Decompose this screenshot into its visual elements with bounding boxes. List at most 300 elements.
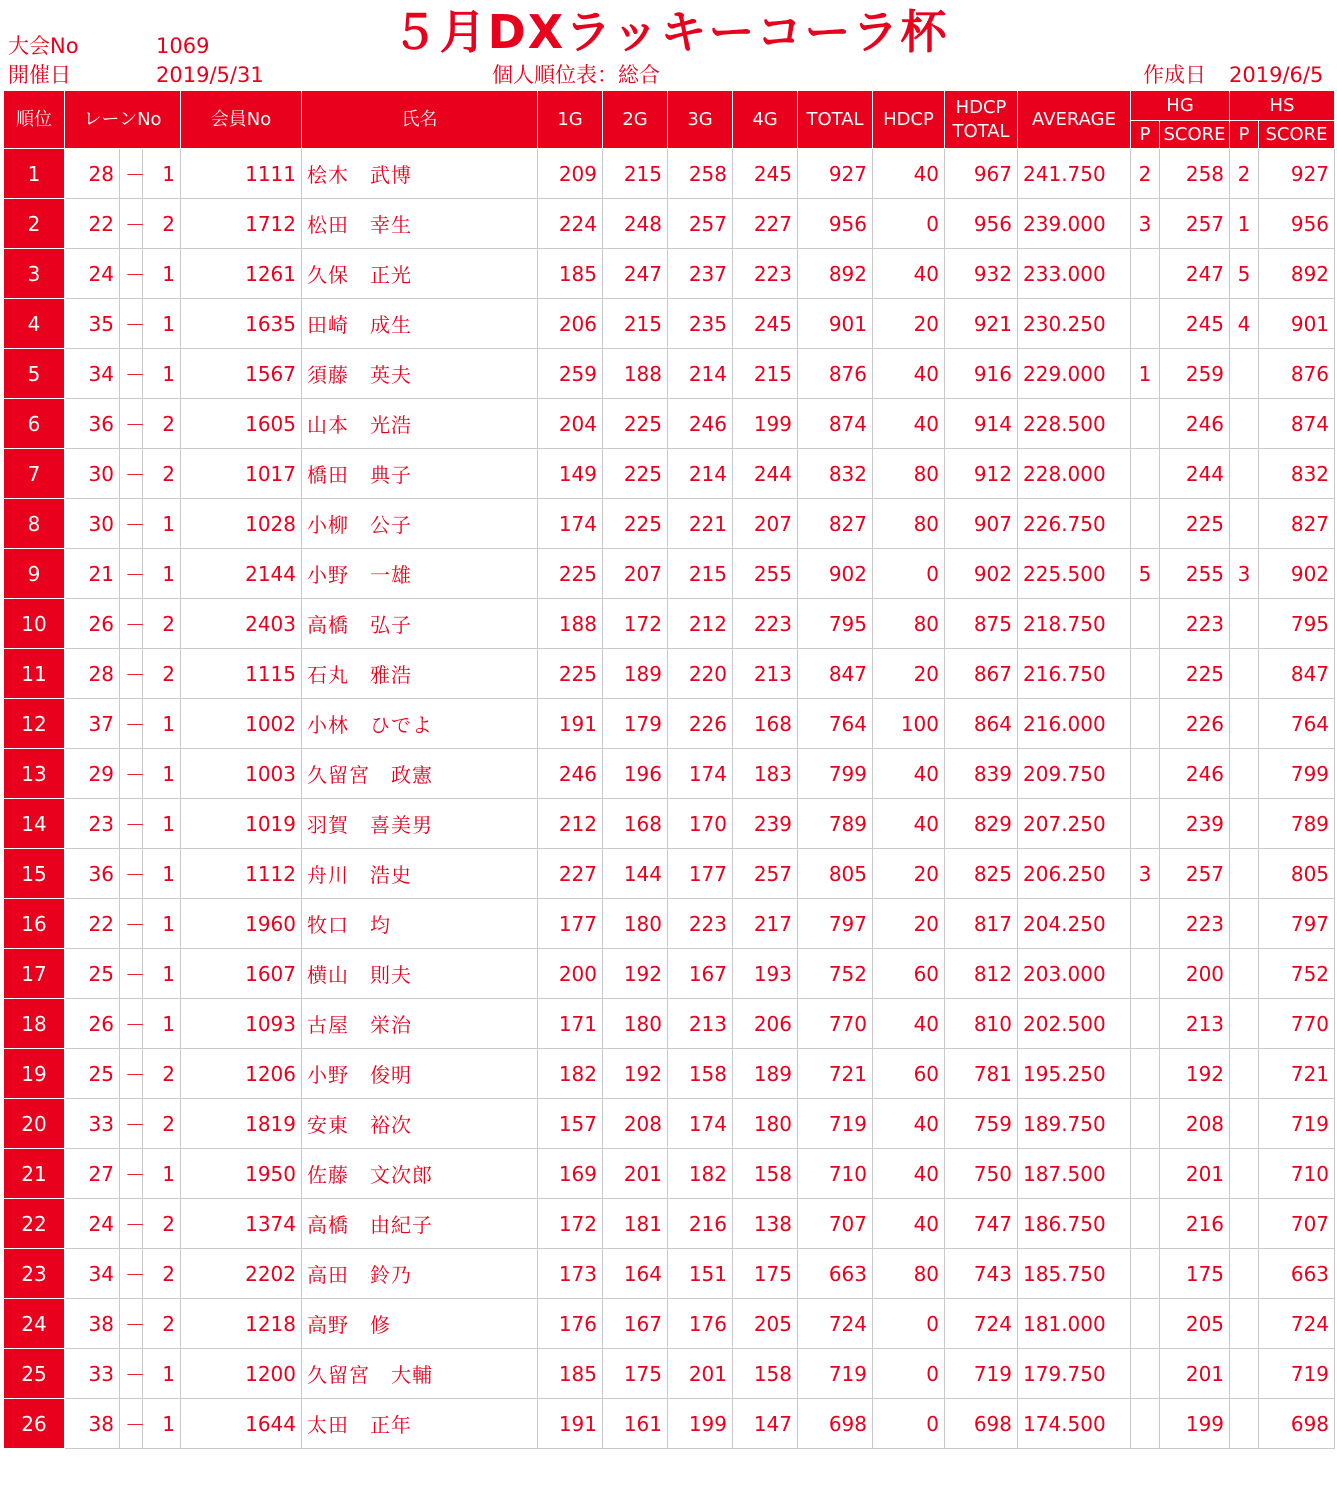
game-4-cell: 183 — [733, 749, 798, 799]
hdcp-cell: 80 — [873, 599, 945, 649]
total-cell: 795 — [798, 599, 873, 649]
hdcp-total-cell: 921 — [945, 299, 1018, 349]
game-2-cell: 181 — [603, 1199, 668, 1249]
hdcp-total-cell: 698 — [945, 1399, 1018, 1449]
average-cell: 203.000 — [1018, 949, 1131, 999]
hg-score-cell: 208 — [1160, 1099, 1230, 1149]
table-row — [4, 849, 1335, 899]
hs-score-cell: 663 — [1259, 1249, 1335, 1299]
table-row — [4, 1249, 1335, 1299]
created-date: 2019/6/5 — [1229, 63, 1324, 87]
game-3-cell: 215 — [668, 549, 733, 599]
col-lane: レーンNo — [65, 91, 181, 149]
rank-cell: 20 — [4, 1099, 65, 1149]
hg-score-cell: 225 — [1160, 499, 1230, 549]
lane-cell: 34 — [65, 1249, 120, 1299]
hs-p-cell — [1230, 849, 1259, 899]
game-4-cell: 245 — [733, 149, 798, 199]
hs-p-cell — [1230, 1399, 1259, 1449]
total-cell: 832 — [798, 449, 873, 499]
game-3-cell: 257 — [668, 199, 733, 249]
hs-p-cell: 1 — [1230, 199, 1259, 249]
lane-cell: 29 — [65, 749, 120, 799]
hdcp-total-cell: 916 — [945, 349, 1018, 399]
rank-cell: 18 — [4, 999, 65, 1049]
rank-cell: 25 — [4, 1349, 65, 1399]
col-hdcp: HDCP — [873, 91, 945, 149]
member-cell: 1115 — [181, 649, 302, 699]
table-row — [4, 949, 1335, 999]
hdcp-total-cell: 839 — [945, 749, 1018, 799]
col-game-2: 2G — [603, 91, 668, 149]
game-2-cell: 225 — [603, 499, 668, 549]
game-1-cell: 225 — [538, 649, 603, 699]
rank-cell: 7 — [4, 449, 65, 499]
total-cell: 827 — [798, 499, 873, 549]
game-1-cell: 209 — [538, 149, 603, 199]
average-cell: 239.000 — [1018, 199, 1131, 249]
hs-score-cell: 876 — [1259, 349, 1335, 399]
hs-p-cell: 3 — [1230, 549, 1259, 599]
total-cell: 663 — [798, 1249, 873, 1299]
game-2-cell: 189 — [603, 649, 668, 699]
game-2-cell: 172 — [603, 599, 668, 649]
table-row — [4, 899, 1335, 949]
name-cell: 高野 修 — [302, 1299, 538, 1349]
game-4-cell: 193 — [733, 949, 798, 999]
table-row — [4, 249, 1335, 299]
average-cell: 216.000 — [1018, 699, 1131, 749]
page-subtitle: 個人順位表：総合 — [492, 63, 660, 87]
hs-p-cell — [1230, 999, 1259, 1049]
game-1-cell: 185 — [538, 249, 603, 299]
hdcp-total-cell: 750 — [945, 1149, 1018, 1199]
total-cell: 797 — [798, 899, 873, 949]
average-cell: 216.750 — [1018, 649, 1131, 699]
table-row — [4, 1199, 1335, 1249]
name-cell: 山本 光浩 — [302, 399, 538, 449]
total-cell: 847 — [798, 649, 873, 699]
average-cell: 230.250 — [1018, 299, 1131, 349]
hg-score-cell: 244 — [1160, 449, 1230, 499]
game-4-cell: 180 — [733, 1099, 798, 1149]
hdcp-cell: 0 — [873, 199, 945, 249]
total-cell: 764 — [798, 699, 873, 749]
lane-cell: 25 — [65, 949, 120, 999]
hdcp-cell: 0 — [873, 549, 945, 599]
member-cell: 1950 — [181, 1149, 302, 1199]
lane-side-cell: 1 — [143, 149, 181, 199]
lane-side-cell: 1 — [143, 1349, 181, 1399]
average-cell: 204.250 — [1018, 899, 1131, 949]
hdcp-total-cell: 747 — [945, 1199, 1018, 1249]
game-2-cell: 179 — [603, 699, 668, 749]
hs-score-cell: 719 — [1259, 1349, 1335, 1399]
hg-p-cell — [1131, 449, 1160, 499]
hg-score-cell: 246 — [1160, 749, 1230, 799]
lane-side-cell: 2 — [143, 1049, 181, 1099]
lane-cell: 23 — [65, 799, 120, 849]
lane-side-cell: 2 — [143, 649, 181, 699]
game-4-cell: 206 — [733, 999, 798, 1049]
hdcp-total-cell: 719 — [945, 1349, 1018, 1399]
hdcp-total-cell: 956 — [945, 199, 1018, 249]
hs-score-cell: 805 — [1259, 849, 1335, 899]
hg-score-cell: 199 — [1160, 1399, 1230, 1449]
hg-p-cell — [1131, 1149, 1160, 1199]
rank-cell: 6 — [4, 399, 65, 449]
col-hdcp-total — [945, 91, 1018, 149]
total-cell: 707 — [798, 1199, 873, 1249]
hs-p-cell: 2 — [1230, 149, 1259, 199]
hs-p-cell: 4 — [1230, 299, 1259, 349]
average-cell: 228.500 — [1018, 399, 1131, 449]
hg-p-cell — [1131, 599, 1160, 649]
game-1-cell: 227 — [538, 849, 603, 899]
game-2-cell: 164 — [603, 1249, 668, 1299]
lane-side-cell: 1 — [143, 749, 181, 799]
game-1-cell: 177 — [538, 899, 603, 949]
game-4-cell: 158 — [733, 1149, 798, 1199]
game-3-cell: 214 — [668, 349, 733, 399]
game-1-cell: 176 — [538, 1299, 603, 1349]
game-1-cell: 185 — [538, 1349, 603, 1399]
rank-cell: 3 — [4, 249, 65, 299]
lane-side-cell: 2 — [143, 1199, 181, 1249]
hdcp-total-cell: 912 — [945, 449, 1018, 499]
game-2-cell: 192 — [603, 1049, 668, 1099]
game-4-cell: 205 — [733, 1299, 798, 1349]
table-row — [4, 599, 1335, 649]
hg-score-cell: 223 — [1160, 899, 1230, 949]
lane-cell: 34 — [65, 349, 120, 399]
hdcp-total-cell: 875 — [945, 599, 1018, 649]
game-3-cell: 151 — [668, 1249, 733, 1299]
event-date: 2019/5/31 — [156, 63, 264, 87]
game-4-cell: 223 — [733, 599, 798, 649]
lane-dash-cell: － — [120, 599, 143, 649]
col-member: 会員No — [181, 91, 302, 149]
hg-p-cell — [1131, 1399, 1160, 1449]
hg-score-cell: 245 — [1160, 299, 1230, 349]
total-cell: 770 — [798, 999, 873, 1049]
game-3-cell: 213 — [668, 999, 733, 1049]
ranking-rows — [4, 149, 1335, 1449]
hg-p-cell: 3 — [1131, 849, 1160, 899]
total-cell: 874 — [798, 399, 873, 449]
table-row — [4, 1299, 1335, 1349]
average-cell: 179.750 — [1018, 1349, 1131, 1399]
hs-p-cell — [1230, 899, 1259, 949]
name-cell: 小野 俊明 — [302, 1049, 538, 1099]
game-3-cell: 221 — [668, 499, 733, 549]
game-2-cell: 144 — [603, 849, 668, 899]
member-cell: 1712 — [181, 199, 302, 249]
game-4-cell: 215 — [733, 349, 798, 399]
game-3-cell: 174 — [668, 749, 733, 799]
lane-side-cell: 1 — [143, 699, 181, 749]
hdcp-cell: 80 — [873, 499, 945, 549]
member-cell: 1017 — [181, 449, 302, 499]
lane-side-cell: 1 — [143, 999, 181, 1049]
hs-p-cell — [1230, 1249, 1259, 1299]
member-cell: 1635 — [181, 299, 302, 349]
lane-dash-cell: － — [120, 699, 143, 749]
hg-score-cell: 192 — [1160, 1049, 1230, 1099]
game-3-cell: 235 — [668, 299, 733, 349]
table-row — [4, 549, 1335, 599]
rank-cell: 1 — [4, 149, 65, 199]
game-1-cell: 225 — [538, 549, 603, 599]
table-row — [4, 299, 1335, 349]
lane-dash-cell: － — [120, 1099, 143, 1149]
hs-p-cell — [1230, 349, 1259, 399]
hdcp-cell: 40 — [873, 1199, 945, 1249]
game-2-cell: 225 — [603, 399, 668, 449]
lane-dash-cell: － — [120, 1349, 143, 1399]
game-3-cell: 216 — [668, 1199, 733, 1249]
lane-cell: 21 — [65, 549, 120, 599]
hg-p-cell — [1131, 249, 1160, 299]
rank-cell: 16 — [4, 899, 65, 949]
lane-cell: 38 — [65, 1399, 120, 1449]
lane-dash-cell: － — [120, 899, 143, 949]
game-4-cell: 175 — [733, 1249, 798, 1299]
game-4-cell: 227 — [733, 199, 798, 249]
average-cell: 186.750 — [1018, 1199, 1131, 1249]
total-cell: 799 — [798, 749, 873, 799]
hg-p-cell — [1131, 399, 1160, 449]
hg-p-cell — [1131, 999, 1160, 1049]
hdcp-total-cell: 902 — [945, 549, 1018, 599]
rank-cell: 11 — [4, 649, 65, 699]
hs-p-cell — [1230, 499, 1259, 549]
average-cell: 233.000 — [1018, 249, 1131, 299]
name-cell: 横山 則夫 — [302, 949, 538, 999]
game-3-cell: 177 — [668, 849, 733, 899]
hg-p-cell — [1131, 1199, 1160, 1249]
member-cell: 1028 — [181, 499, 302, 549]
rank-cell: 22 — [4, 1199, 65, 1249]
hs-p-cell: 5 — [1230, 249, 1259, 299]
game-1-cell: 149 — [538, 449, 603, 499]
lane-side-cell: 1 — [143, 1399, 181, 1449]
game-1-cell: 171 — [538, 999, 603, 1049]
hg-p-cell — [1131, 1049, 1160, 1099]
member-cell: 1111 — [181, 149, 302, 199]
hg-p-cell — [1131, 699, 1160, 749]
hs-p-cell — [1230, 1199, 1259, 1249]
game-4-cell: 245 — [733, 299, 798, 349]
hs-p-cell — [1230, 949, 1259, 999]
hdcp-total-cell: 743 — [945, 1249, 1018, 1299]
col-game-1: 1G — [538, 91, 603, 149]
lane-dash-cell: － — [120, 649, 143, 699]
total-cell: 902 — [798, 549, 873, 599]
table-row — [4, 399, 1335, 449]
lane-side-cell: 1 — [143, 349, 181, 399]
lane-side-cell: 2 — [143, 1099, 181, 1149]
table-row — [4, 999, 1335, 1049]
game-4-cell: 199 — [733, 399, 798, 449]
game-3-cell: 220 — [668, 649, 733, 699]
lane-cell: 36 — [65, 849, 120, 899]
hdcp-total-cell: 724 — [945, 1299, 1018, 1349]
hdcp-total-cell: 759 — [945, 1099, 1018, 1149]
hs-score-cell: 927 — [1259, 149, 1335, 199]
lane-side-cell: 2 — [143, 199, 181, 249]
col-game-4: 4G — [733, 91, 798, 149]
hs-score-cell: 707 — [1259, 1199, 1335, 1249]
game-4-cell: 244 — [733, 449, 798, 499]
member-cell: 1605 — [181, 399, 302, 449]
game-4-cell: 168 — [733, 699, 798, 749]
total-cell: 724 — [798, 1299, 873, 1349]
name-cell: 久留宮 大輔 — [302, 1349, 538, 1399]
member-cell: 1206 — [181, 1049, 302, 1099]
average-cell: 241.750 — [1018, 149, 1131, 199]
average-cell: 225.500 — [1018, 549, 1131, 599]
rank-cell: 15 — [4, 849, 65, 899]
lane-dash-cell: － — [120, 149, 143, 199]
average-cell: 202.500 — [1018, 999, 1131, 1049]
lane-dash-cell: － — [120, 1149, 143, 1199]
hs-p-cell — [1230, 399, 1259, 449]
table-row — [4, 1349, 1335, 1399]
hs-p-cell — [1230, 1299, 1259, 1349]
game-1-cell: 259 — [538, 349, 603, 399]
game-1-cell: 200 — [538, 949, 603, 999]
hs-score-cell: 799 — [1259, 749, 1335, 799]
name-cell: 高田 鈴乃 — [302, 1249, 538, 1299]
name-cell: 小柳 公子 — [302, 499, 538, 549]
hs-score-cell: 724 — [1259, 1299, 1335, 1349]
total-cell: 927 — [798, 149, 873, 199]
lane-dash-cell: － — [120, 549, 143, 599]
hg-p-cell — [1131, 299, 1160, 349]
game-4-cell: 189 — [733, 1049, 798, 1099]
game-1-cell: 182 — [538, 1049, 603, 1099]
name-cell: 安東 裕次 — [302, 1099, 538, 1149]
event-date-label: 開催日 — [8, 63, 71, 87]
game-1-cell: 224 — [538, 199, 603, 249]
game-2-cell: 196 — [603, 749, 668, 799]
name-cell: 須藤 英夫 — [302, 349, 538, 399]
game-3-cell: 182 — [668, 1149, 733, 1199]
lane-side-cell: 2 — [143, 1249, 181, 1299]
hdcp-cell: 0 — [873, 1399, 945, 1449]
hg-p-cell — [1131, 949, 1160, 999]
game-4-cell: 207 — [733, 499, 798, 549]
game-1-cell: 246 — [538, 749, 603, 799]
name-cell: 牧口 均 — [302, 899, 538, 949]
hdcp-cell: 20 — [873, 299, 945, 349]
lane-side-cell: 1 — [143, 799, 181, 849]
hg-p-cell — [1131, 1099, 1160, 1149]
name-cell: 佐藤 文次郎 — [302, 1149, 538, 1199]
hdcp-total-cell: 932 — [945, 249, 1018, 299]
game-3-cell: 223 — [668, 899, 733, 949]
lane-side-cell: 1 — [143, 949, 181, 999]
hs-p-cell — [1230, 699, 1259, 749]
game-3-cell: 258 — [668, 149, 733, 199]
hg-p-cell — [1131, 799, 1160, 849]
hg-p-cell — [1131, 899, 1160, 949]
lane-dash-cell: － — [120, 399, 143, 449]
table-row — [4, 349, 1335, 399]
lane-cell: 28 — [65, 649, 120, 699]
lane-cell: 22 — [65, 199, 120, 249]
rank-cell: 17 — [4, 949, 65, 999]
game-2-cell: 161 — [603, 1399, 668, 1449]
hdcp-cell: 80 — [873, 1249, 945, 1299]
game-3-cell: 174 — [668, 1099, 733, 1149]
game-1-cell: 173 — [538, 1249, 603, 1299]
hdcp-cell: 20 — [873, 849, 945, 899]
table-row — [4, 699, 1335, 749]
total-cell: 789 — [798, 799, 873, 849]
hs-score-cell: 797 — [1259, 899, 1335, 949]
game-2-cell: 180 — [603, 899, 668, 949]
lane-cell: 24 — [65, 249, 120, 299]
hg-p-cell: 1 — [1131, 349, 1160, 399]
game-2-cell: 180 — [603, 999, 668, 1049]
name-cell: 高橋 由紀子 — [302, 1199, 538, 1249]
hdcp-cell: 20 — [873, 649, 945, 699]
game-4-cell: 138 — [733, 1199, 798, 1249]
game-2-cell: 168 — [603, 799, 668, 849]
game-4-cell: 147 — [733, 1399, 798, 1449]
hs-score-cell: 710 — [1259, 1149, 1335, 1199]
name-cell: 石丸 雅浩 — [302, 649, 538, 699]
col-name: 氏名 — [302, 91, 538, 149]
col-hg-p: P — [1131, 121, 1160, 149]
tournament-no-label: 大会No — [8, 34, 79, 58]
hdcp-total-cell: 864 — [945, 699, 1018, 749]
lane-dash-cell: － — [120, 1199, 143, 1249]
game-2-cell: 188 — [603, 349, 668, 399]
hs-p-cell — [1230, 449, 1259, 499]
lane-side-cell: 2 — [143, 399, 181, 449]
table-row — [4, 1399, 1335, 1449]
ranking-table — [3, 90, 1335, 1449]
hs-p-cell — [1230, 599, 1259, 649]
lane-dash-cell: － — [120, 249, 143, 299]
hs-score-cell: 892 — [1259, 249, 1335, 299]
hg-p-cell — [1131, 1349, 1160, 1399]
member-cell: 1261 — [181, 249, 302, 299]
hs-score-cell: 874 — [1259, 399, 1335, 449]
lane-dash-cell: － — [120, 1399, 143, 1449]
hg-score-cell: 223 — [1160, 599, 1230, 649]
average-cell: 228.000 — [1018, 449, 1131, 499]
lane-cell: 36 — [65, 399, 120, 449]
name-cell: 田崎 成生 — [302, 299, 538, 349]
lane-cell: 33 — [65, 1099, 120, 1149]
lane-cell: 38 — [65, 1299, 120, 1349]
hs-score-cell: 956 — [1259, 199, 1335, 249]
game-1-cell: 174 — [538, 499, 603, 549]
lane-side-cell: 1 — [143, 549, 181, 599]
game-3-cell: 212 — [668, 599, 733, 649]
hdcp-cell: 40 — [873, 249, 945, 299]
table-row — [4, 199, 1335, 249]
game-2-cell: 207 — [603, 549, 668, 599]
game-2-cell: 201 — [603, 1149, 668, 1199]
hdcp-total-cell: 817 — [945, 899, 1018, 949]
hg-score-cell: 246 — [1160, 399, 1230, 449]
page-title: ５月DXラッキーコーラ杯 — [391, 5, 949, 59]
